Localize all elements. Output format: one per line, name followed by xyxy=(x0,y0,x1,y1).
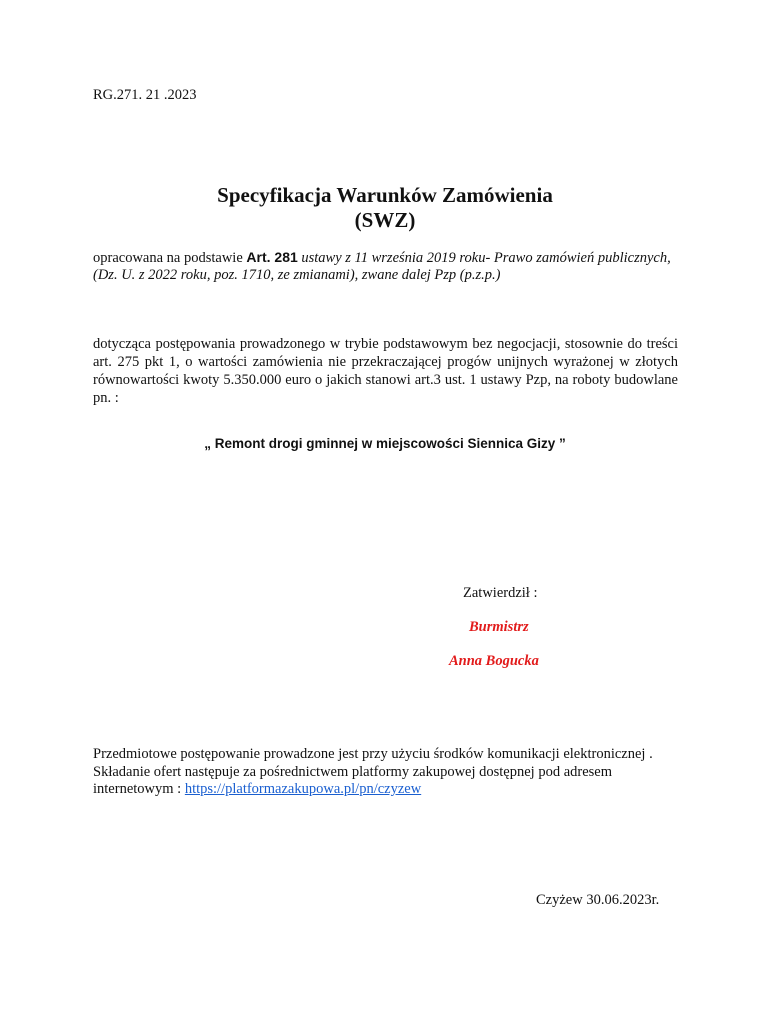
document-title: Specyfikacja Warunków Zamówienia xyxy=(217,183,553,207)
place-and-date: Czyżew 30.06.2023r. xyxy=(536,892,660,908)
approver-role: Burmistrz xyxy=(469,619,529,635)
legal-basis-prefix: opracowana na podstawie xyxy=(93,250,247,266)
electronic-communication-note xyxy=(93,746,693,799)
approved-by-label: Zatwierdził : xyxy=(463,585,538,601)
legal-basis-article: Art. 281 xyxy=(246,249,298,265)
footer-line-offers xyxy=(93,764,693,799)
footer-offers-text: Składanie ofert następuje za pośrednictwem platformy zakupowej dostępnej pod adresem internetowym : xyxy=(93,763,613,797)
approver-name: Anna Bogucka xyxy=(449,653,539,669)
reference-number: RG.271. 21 .2023 xyxy=(93,87,197,103)
legal-basis-act: ustawy z 11 września 2019 roku- Prawo zamówień publicznych, (Dz. U. z 2022 roku, poz. 1710, ze zmianami), zwane dalej Pzp (p.z.p.) xyxy=(93,250,671,283)
legal-basis xyxy=(93,249,683,284)
platform-link[interactable]: https://platformazakupowa.pl/pn/czyzew xyxy=(184,781,422,797)
procedure-paragraph: dotycząca postępowania prowadzonego w trybie podstawowym bez negocjacji, stosownie do treści art. 275 pkt 1, o wartości zamówienia nie przekraczającej progów unijnych wyrażonej w złotych równowartości kwoty 5.350.000 euro o jakich stanowi art.3 ust. 1 ustawy Pzp, na roboty budowlane pn. : xyxy=(93,336,678,406)
document-title-abbreviation: (SWZ) xyxy=(354,208,416,232)
contract-subject: „ Remont drogi gminnej w miejscowości Siennica Gizy ” xyxy=(204,436,566,451)
footer-line-communication: Przedmiotowe postępowanie prowadzone jest przy użyciu środków komunikacji elektronicznej . xyxy=(93,746,653,762)
